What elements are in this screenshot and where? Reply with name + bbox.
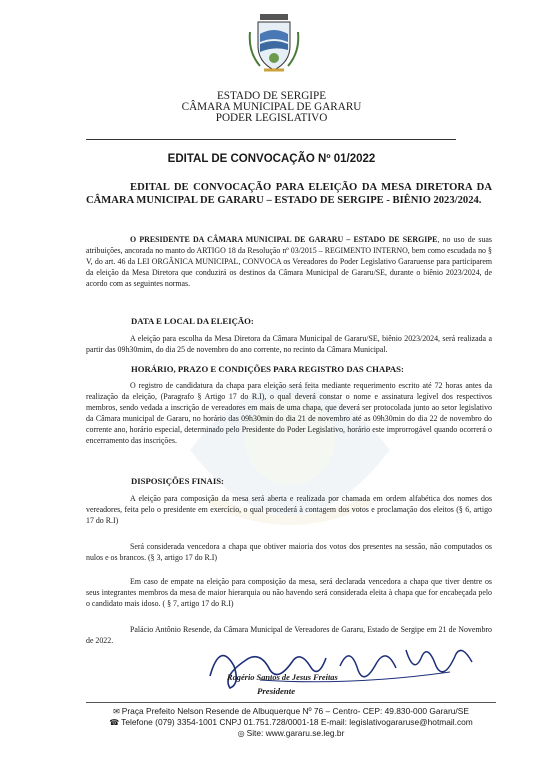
signature-name: Rogério Santos de Jesus Freitas <box>227 673 338 682</box>
footer-site[interactable]: Site: www.gararu.se.leg.br <box>246 728 345 738</box>
footer-address: Praça Prefeito Nelson Resende de Albuquerque Nº 76 – Centro- CEP: 49.830-000 Gararu/SE <box>121 706 469 716</box>
globe-icon: ◎ <box>237 729 245 738</box>
intro-paragraph <box>86 234 492 289</box>
footer-site-line <box>76 728 506 739</box>
signature-scribble <box>200 636 480 692</box>
edital-title: EDITAL DE CONVOCAÇÃO Nº 01/2022 <box>167 153 376 165</box>
registration-paragraph: O registro de candidatura da chapa para eleição será feita mediante requerimento escrito até 72 horas antes da realização da eleição, (Paragrafo § Artigo 17 do R.I), o qual deverá constar o nome e assinatura legível dos respectivos membros, sendo vedada a inscrição de vereadores em mais de uma chapa, que deverá ser protocolada junto ao setor legislativo da Câmara municipal de Gararu, no horário das 09h30min do dia 21 de novembro até as 09h30min do dia 22 de novembro do corrente ano, horário especial, determinado pelo Presidente do Poder Legislativo, horário este improrrogável quando ocorrerá o encerramento das inscrições. <box>86 381 492 446</box>
header-divider <box>86 139 456 140</box>
intro-text: , no uso de suas atribuições, ancorada no manto do ARTIGO 18 da Resolução nº 03/2015 – REGIMENTO INTERNO, bem como escudada no § V, do art. 46 da LEI ORGÂNICA MUNICIPAL, CONVOCA os Vereadores do Poder Legislativo Gararuense para participarem da eleição da Mesa Diretora que conduzirá os destinos da Câmara Municipal de Gararu/SE, durante o biênio 2023/2024, de acordo com as seguintes normas. <box>86 235 492 289</box>
section-heading-date: DATA E LOCAL DA ELEIÇÃO: <box>131 316 254 326</box>
phone-icon: ☎ <box>109 718 120 727</box>
final-paragraph-1: A eleição para composição da mesa será aberta e realizada por chamada em ordem alfabética dos nomes dos vereadores, feita pelo o presidente em exercício, o qual procederá à contagem dos votos e proclamação dos eleitos (§ 6, artigo 17 do R.I) <box>86 494 492 526</box>
header-power: PODER LEGISLATIVO <box>215 112 328 124</box>
final-paragraph-2: Será considerada vencedora a chapa que obtiver maioria dos votos dos presentes na sessão, não computados os nulos e os brancos. (§ 3, artigo 17 do R.I) <box>86 542 492 563</box>
header-state: ESTADO DE SERGIPE <box>216 90 327 102</box>
footer-phone: Telefone (079) 3354-1001 CNPJ 01.751.728/0001-18 E-mail: legislativogararuse@hotmail.com <box>121 717 473 727</box>
section-heading-final: DISPOSIÇÕES FINAIS: <box>131 476 224 486</box>
edital-subtitle: EDITAL DE CONVOCAÇÃO PARA ELEIÇÃO DA MESA DIRETORA DA CÂMARA MUNICIPAL DE GARARU – ESTADO DE SERGIPE - BIÊNIO 2023/2024. <box>86 182 492 206</box>
closing-paragraph: Palácio Antônio Resende, da Câmara Municipal de Vereadores de Gararu, Estado de Sergipe em 21 de Novembro de 2022. <box>86 625 492 646</box>
crest-icon <box>246 12 302 76</box>
final-paragraph-3: Em caso de empate na eleição para composição da mesa, será declarada vencedora a chapa que tiver dentre os seus integrantes membros da mesa de maior hierarquia ou não havendo será considerada eleita à chapa que for encabeçada pelo o candidato mais idoso. ( § 7, artigo 17 do R.I) <box>86 577 492 609</box>
section-heading-registration: HORÁRIO, PRAZO E CONDIÇÕES PARA REGISTRO DAS CHAPAS: <box>131 364 404 374</box>
footer-contact-line <box>76 717 506 728</box>
footer-divider <box>86 702 496 703</box>
envelope-icon: ✉ <box>113 707 120 716</box>
intro-lead: O PRESIDENTE DA CÂMARA MUNICIPAL DE GARARU – ESTADO DE SERGIPE <box>130 235 438 244</box>
header-chamber: CÂMARA MUNICIPAL DE GARARU <box>181 101 362 113</box>
footer-address-line <box>76 706 506 717</box>
signature-role: Presidente <box>257 686 296 696</box>
date-paragraph: A eleição para escolha da Mesa Diretora da Câmara Municipal de Gararu/SE, biênio 2023/2024, será realizada a partir das 09h30mim, do dia 25 de novembro do ano corrente, no recinto da Câmara Municipal. <box>86 334 492 355</box>
